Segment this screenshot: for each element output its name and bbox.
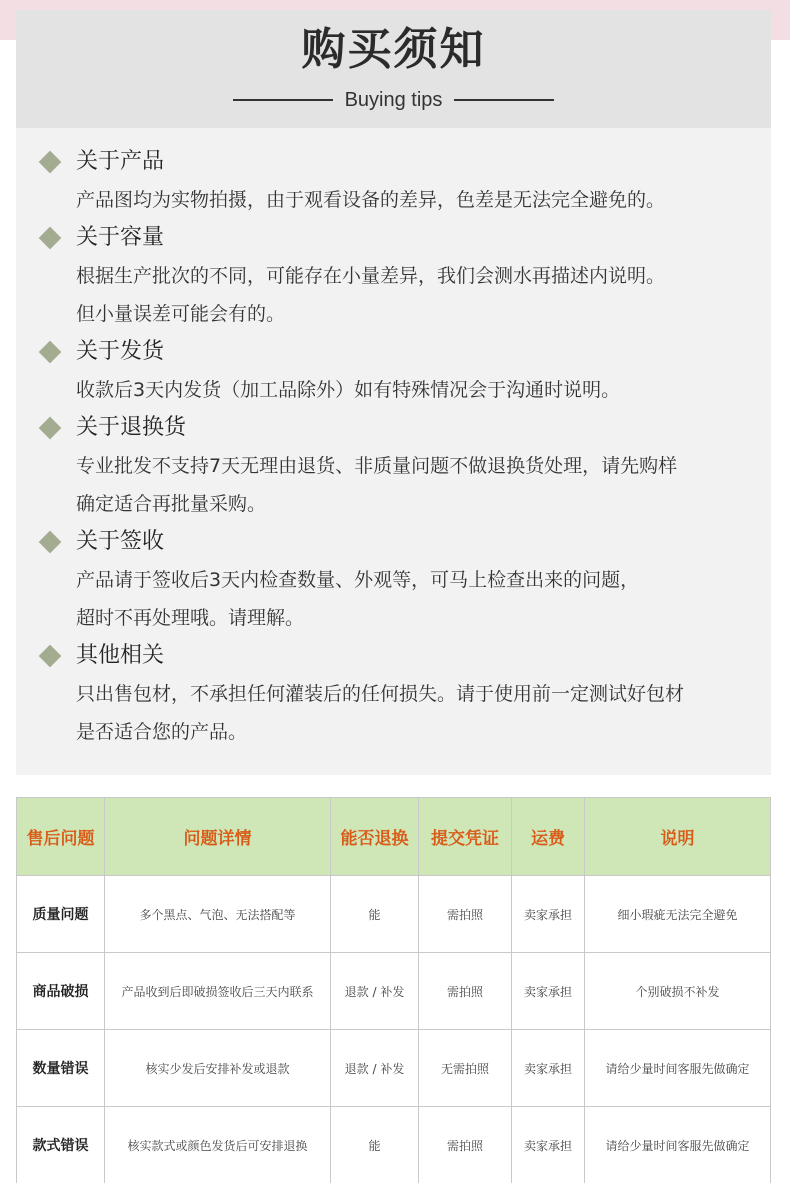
table-row — [17, 1030, 771, 1107]
table-row — [17, 953, 771, 1030]
table-cell: 需拍照 — [419, 876, 512, 953]
tip-heading — [38, 146, 164, 178]
table-header-cell: 问题详情 — [105, 798, 331, 876]
divider-right — [454, 99, 554, 101]
table-cell: 款式错误 — [17, 1107, 105, 1183]
after-sales-table — [16, 797, 771, 1183]
tip-text: 是否适合您的产品。 — [76, 721, 248, 743]
tip-title: 关于产品 — [76, 149, 165, 174]
table-cell: 质量问题 — [17, 876, 105, 953]
tip-text: 确定适合再批量采购。 — [76, 493, 267, 515]
tip-title: 关于容量 — [76, 225, 165, 250]
table-row — [17, 876, 771, 953]
table-cell: 能 — [331, 1107, 419, 1183]
table-cell: 无需拍照 — [419, 1030, 512, 1107]
tip-text: 只出售包材，不承担任何灌装后的任何损失。请于使用前一定测试好包材 — [76, 683, 685, 705]
table-cell: 核实款式或颜色发货后可安排退换 — [105, 1107, 331, 1183]
table-cell: 卖家承担 — [512, 876, 585, 953]
table-cell: 请给少量时间客服先做确定 — [585, 1107, 771, 1183]
table-cell: 商品破损 — [17, 953, 105, 1030]
tip-title: 关于签收 — [76, 529, 165, 554]
page-subtitle: Buying tips — [344, 89, 443, 111]
divider-left — [233, 99, 333, 101]
tip-heading — [38, 222, 164, 254]
tip-heading — [38, 412, 186, 444]
tip-heading — [38, 336, 164, 368]
tip-text: 根据生产批次的不同，可能存在小量差异，我们会测水再描述内说明。 — [76, 265, 666, 287]
table-cell: 产品收到后即破损签收后三天内联系 — [105, 953, 331, 1030]
table-cell: 退款 / 补发 — [331, 1030, 419, 1107]
table-cell: 个别破损不补发 — [585, 953, 771, 1030]
tip-text: 收款后3天内发货（加工品除外）如有特殊情况会于沟通时说明。 — [76, 379, 621, 401]
table-header-cell: 运费 — [512, 798, 585, 876]
table-cell: 卖家承担 — [512, 953, 585, 1030]
tip-heading — [38, 640, 164, 672]
tip-text: 产品请于签收后3天内检查数量、外观等，可马上检查出来的问题， — [76, 569, 640, 591]
page-title: 购买须知 — [301, 24, 486, 75]
table-cell: 多个黑点、气泡、无法搭配等 — [105, 876, 331, 953]
table-row — [17, 1107, 771, 1183]
table-cell: 卖家承担 — [512, 1030, 585, 1107]
table-cell: 数量错误 — [17, 1030, 105, 1107]
table-header-row — [17, 798, 771, 876]
diamond-bullet-icon — [39, 151, 62, 174]
diamond-bullet-icon — [39, 341, 62, 364]
tip-text: 专业批发不支持7天无理由退货、非质量问题不做退换货处理，请先购样 — [76, 455, 678, 477]
table-cell: 能 — [331, 876, 419, 953]
table-cell: 细小瑕疵无法完全避免 — [585, 876, 771, 953]
table-header-cell: 能否退换 — [331, 798, 419, 876]
tips-panel — [16, 128, 771, 775]
tip-text: 但小量误差可能会有的。 — [76, 303, 286, 325]
table-cell: 卖家承担 — [512, 1107, 585, 1183]
tip-heading — [38, 526, 164, 558]
table-cell: 退款 / 补发 — [331, 953, 419, 1030]
table-header-cell: 售后问题 — [17, 798, 105, 876]
tip-text: 超时不再处理哦。请理解。 — [76, 607, 305, 629]
subtitle-row — [16, 88, 771, 112]
tip-title: 关于退换货 — [76, 415, 187, 440]
table-cell: 核实少发后安排补发或退款 — [105, 1030, 331, 1107]
diamond-bullet-icon — [39, 531, 62, 554]
table-cell: 请给少量时间客服先做确定 — [585, 1030, 771, 1107]
table-header-cell: 提交凭证 — [419, 798, 512, 876]
diamond-bullet-icon — [39, 645, 62, 668]
table-cell: 需拍照 — [419, 1107, 512, 1183]
diamond-bullet-icon — [39, 417, 62, 440]
tip-title: 其他相关 — [76, 643, 165, 668]
tip-title: 关于发货 — [76, 339, 165, 364]
page-header — [16, 10, 771, 128]
diamond-bullet-icon — [39, 227, 62, 250]
tip-text: 产品图均为实物拍摄，由于观看设备的差异，色差是无法完全避免的。 — [76, 189, 666, 211]
table-header-cell: 说明 — [585, 798, 771, 876]
table-cell: 需拍照 — [419, 953, 512, 1030]
